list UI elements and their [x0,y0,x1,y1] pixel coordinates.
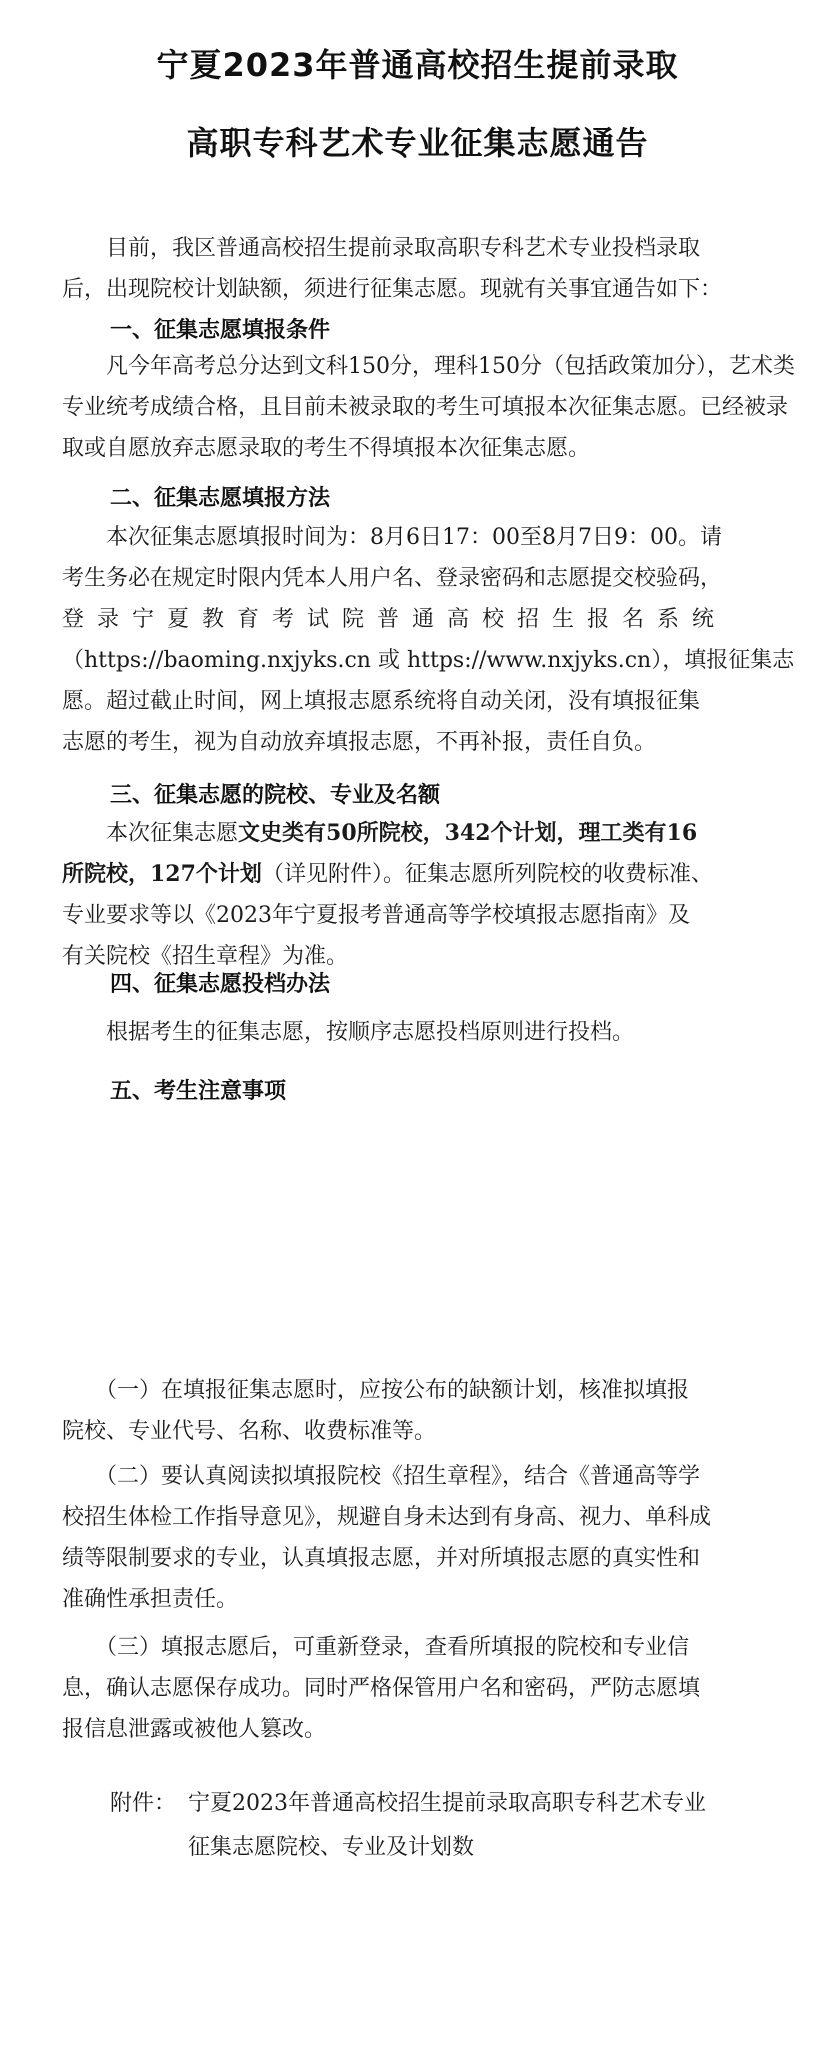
notice-item-3 [62,1627,786,1750]
section1-line: 凡今年高考总分达到文科150分，理科150分（包括政策加分），艺术类 [62,354,795,379]
page-title-line1: 宁夏2023年普通高校招生提前录取 [156,46,679,84]
notice-item-line: 息，确认志愿保存成功。同时严格保管用户名和密码，严防志愿填 [62,1676,701,1701]
section4-paragraph [62,1012,786,1053]
notice-item-line: （三）填报志愿后，可重新登录，查看所填报的院校和专业信 [62,1635,690,1660]
section3-line1-prefix: 本次征集志愿 [62,821,239,846]
intro-paragraph [62,228,786,310]
attachment-title-line2: 征集志愿院校、专业及计划数 [188,1835,475,1860]
section2-line: 考生务必在规定时限内凭本人用户名、登录密码和志愿提交校验码， [62,566,723,591]
notice-item-1 [62,1370,786,1452]
section2-line: 登录宁夏教育考试院普通高校招生报名系统 [62,607,728,632]
section1-paragraph [62,346,795,469]
section3-quota-text-cont: 所院校，127个计划 [62,861,262,887]
section3-line: 有关院校《招生章程》为准。 [62,944,349,969]
section2-line: 本次征集志愿填报时间为：8月6日17：00至8月7日9：00。请 [62,525,722,550]
attachment-title-line1: 宁夏2023年普通高校招生提前录取高职专科艺术专业 [188,1791,706,1816]
notice-item-line: 报信息泄露或被他人篡改。 [62,1717,327,1742]
section3-quota-text: 文史类有50所院校，342个计划，理工类有16 [238,820,698,846]
section2-heading: 二、征集志愿填报方法 [110,486,331,511]
intro-line: 目前，我区普通高校招生提前录取高职专科艺术专业投档录取 [62,236,701,261]
section1-line: 取或自愿放弃志愿录取的考生不得填报本次征集志愿。 [62,436,591,461]
notice-item-line: 院校、专业代号、名称、收费标准等。 [62,1419,437,1444]
section4-line: 根据考生的征集志愿，按顺序志愿投档原则进行投档。 [62,1020,635,1045]
notice-item-line: 准确性承担责任。 [62,1587,239,1612]
section3-line1 [62,813,786,854]
section2-line-urls: （https://baoming.nxjyks.cn 或 https://www.nxjyks.cn），填报征集志 [62,648,795,673]
section4-heading: 四、征集志愿投档办法 [110,972,331,997]
notice-item-line: 校招生体检工作指导意见》，规避自身未达到有身高、视力、单科成 [62,1505,712,1530]
section1-heading: 一、征集志愿填报条件 [110,318,331,343]
section3-line: 专业要求等以《2023年宁夏报考普通高等学校填报志愿指南》及 [62,903,690,928]
section3-line2-rest: （详见附件）。征集志愿所列院校的收费标准、 [261,862,713,887]
section2-line: 志愿的考生，视为自动放弃填报志愿，不再补报，责任自负。 [62,730,657,755]
section5-heading: 五、考生注意事项 [110,1079,287,1104]
section2-paragraph [62,517,795,763]
section3-heading: 三、征集志愿的院校、专业及名额 [110,783,441,808]
page-title-line2: 高职专科艺术专业征集志愿通告 [186,124,649,162]
section2-line: 愿。超过截止时间，网上填报志愿系统将自动关闭，没有填报征集 [62,689,701,714]
attachment-label: 附件： [110,1791,177,1816]
notice-item-line: 绩等限制要求的专业，认真填报志愿，并对所填报志愿的真实性和 [62,1546,701,1571]
notice-item-line: （一）在填报征集志愿时，应按公布的缺额计划，核准拟填报 [62,1378,690,1403]
notice-item-2 [62,1456,786,1620]
notice-item-line: （二）要认真阅读拟填报院校《招生章程》，结合《普通高等学 [62,1464,701,1489]
attachment-note [110,1782,706,1870]
attachment-line1 [110,1782,706,1826]
intro-line: 后，出现院校计划缺额，须进行征集志愿。现就有关事宜通告如下： [62,277,723,302]
section1-line: 专业统考成绩合格，且目前未被录取的考生可填报本次征集志愿。已经被录 [62,395,789,420]
section3-paragraph [62,813,786,977]
section3-line2 [62,854,786,895]
